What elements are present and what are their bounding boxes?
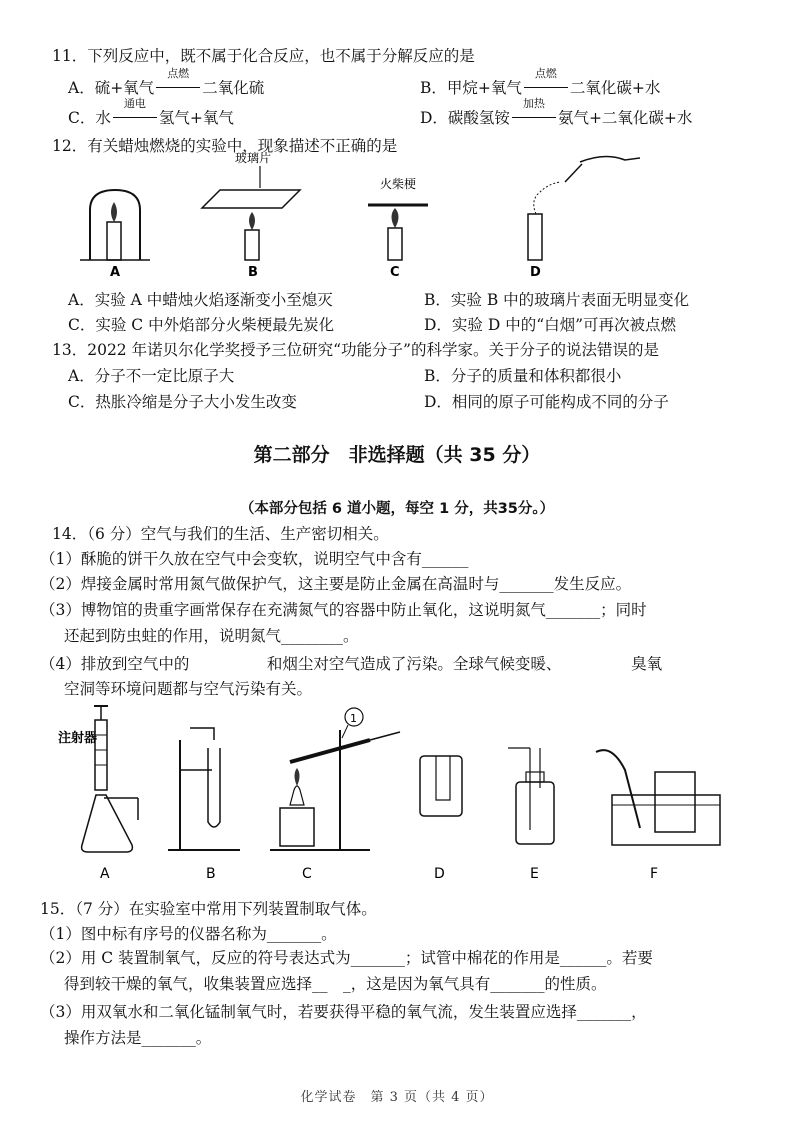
fig-label-d: D: [530, 265, 541, 280]
q14-part3-line2: 还起到防虫蛀的作用，说明氮气________。: [64, 627, 359, 645]
apparatus-e: [508, 748, 554, 882]
q14-part4-line1: （4）排放到空气中的 和烟尘对空气造成了污染。全球气候变暖、 臭氧: [40, 655, 663, 673]
experiment-c: [368, 176, 428, 280]
q12-option-a: A．实验 A 中蜡烛火焰逐渐变小至熄灭: [68, 291, 333, 309]
q14-part3-line1: （3）博物馆的贵重字画常保存在充满氮气的容器中防止氧化，这说明氮气_______；同时: [40, 601, 647, 619]
q12-stem: 12．有关蜡烛燃烧的实验中，现象描述不正确的是: [52, 137, 398, 155]
reaction-arrow: 通电: [113, 107, 157, 125]
q15-part2-line1: （2）用 C 装置制氧气，反应的符号表达式为_______；试管中棉花的作用是______。若要: [40, 949, 653, 967]
page-footer: 化学试卷 第 3 页（共 4 页）: [300, 1090, 494, 1105]
apparatus-label-d: D: [434, 866, 445, 882]
candle-experiments-figure: [60, 150, 780, 280]
lab-apparatus-figure: [40, 700, 760, 890]
q13-option-d: D．相同的原子可能构成不同的分子: [424, 393, 669, 411]
circled-number: 1: [350, 712, 357, 725]
q13-option-b: B．分子的质量和体积都很小: [424, 367, 622, 385]
q11-option-c: C．水 通电 氢气+氧气: [68, 97, 234, 127]
q15-part3-line1: （3）用双氧水和二氧化锰制氧气时，若要获得平稳的氧气流，发生装置应选择_______，: [40, 1003, 647, 1021]
q12-option-b: B．实验 B 中的玻璃片表面无明显变化: [424, 291, 690, 309]
part2-title: 第二部分 非选择题（共 35 分）: [253, 444, 541, 466]
q15-stem: 15．（7 分）在实验室中常用下列装置制取气体。: [40, 900, 377, 918]
apparatus-d: [420, 756, 462, 882]
glass-plate-label: 玻璃片: [235, 151, 272, 165]
experiment-d: [528, 156, 640, 280]
q11-option-d: D．碳酸氢铵 加热 氨气+二氧化碳+水: [420, 97, 693, 127]
q13-option-c: C．热胀冷缩是分子大小发生改变: [68, 393, 297, 411]
apparatus-label-a: A: [100, 866, 110, 882]
q13-stem: 13．2022 年诺贝尔化学奖授予三位研究“功能分子”的科学家。关于分子的说法错误的是: [52, 341, 659, 359]
q14-part2: （2）焊接金属时常用氮气做保护气，这主要是防止金属在高温时与_______发生反应。: [40, 575, 632, 593]
apparatus-label-b: B: [206, 866, 216, 882]
apparatus-label-e: E: [530, 866, 539, 882]
q15-part3-line2: 操作方法是_______。: [64, 1029, 212, 1047]
part2-note: （本部分包括 6 道小题，每空 1 分，共35分。）: [239, 501, 555, 517]
syringe-label-1: 注射器: [58, 731, 98, 746]
q15-part1: （1）图中标有序号的仪器名称为_______。: [40, 925, 337, 943]
q11-option-a: A．硫+氧气 点燃 二氧化硫: [68, 67, 265, 97]
fig-label-a: A: [110, 265, 121, 280]
apparatus-f: [596, 750, 720, 882]
q14-part1: （1）酥脆的饼干久放在空气中会变软，说明空气中含有______: [40, 550, 469, 568]
apparatus-a: [58, 706, 138, 882]
fig-label-c: C: [390, 265, 400, 280]
apparatus-b: [168, 728, 240, 882]
fig-label-b: B: [248, 265, 258, 280]
q15-part2-line2: 得到较干燥的氧气，收集装置应选择__ _，这是因为氧气具有_______的性质。: [64, 975, 607, 993]
q13-option-a: A．分子不一定比原子大: [68, 367, 235, 385]
experiment-a: [80, 190, 150, 280]
experiment-b: [202, 150, 300, 280]
reaction-arrow: 点燃: [524, 77, 568, 95]
reaction-arrow: 加热: [512, 107, 556, 125]
apparatus-c: [270, 708, 400, 882]
q12-option-d: D．实验 D 中的“白烟”可再次被点燃: [424, 316, 677, 334]
q11-stem: 11．下列反应中，既不属于化合反应，也不属于分解反应的是: [52, 47, 475, 65]
q12-option-c: C．实验 C 中外焰部分火柴梗最先炭化: [68, 316, 335, 334]
matchstick-label: 火柴梗: [380, 177, 417, 191]
apparatus-label-f: F: [650, 866, 659, 882]
apparatus-label-c: C: [302, 866, 312, 882]
q14-part4-line2: 空洞等环境问题都与空气污染有关。: [64, 680, 313, 698]
q11-option-b: B．甲烷+氧气 点燃 二氧化碳+水: [420, 67, 661, 97]
reaction-arrow: 点燃: [156, 77, 200, 95]
q14-stem: 14．（6 分）空气与我们的生活、生产密切相关。: [52, 525, 389, 543]
